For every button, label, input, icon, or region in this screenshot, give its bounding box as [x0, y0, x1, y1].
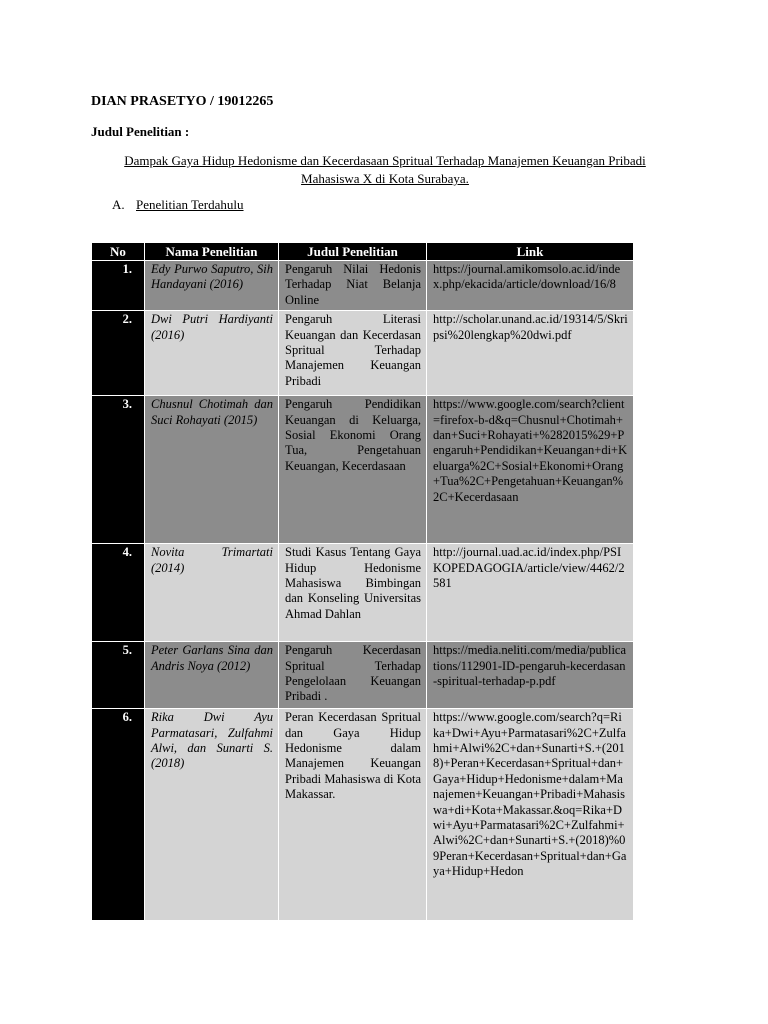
row-link[interactable]: https://media.neliti.com/media/publications/112901-ID-pengaruh-kecerdasan-spiritual-terhadap-p.pdf — [427, 642, 634, 709]
row-judul: Peran Kecerdasan Spritual dan Gaya Hidup Hedonisme dalam Manajemen Keuangan Pribadi Mahasiswa di Kota Makassar. — [279, 709, 427, 921]
row-judul: Pengaruh Kecerdasan Spritual Terhadap Pengelolaan Keuangan Pribadi . — [279, 642, 427, 709]
header-judul: Judul Penelitian — [279, 243, 427, 261]
row-name: Rika Dwi Ayu Parmatasari, Zulfahmi Alwi, dan Sunarti S. (2018) — [145, 709, 279, 921]
research-title — [91, 152, 679, 188]
row-judul: Studi Kasus Tentang Gaya Hidup Hedonisme Mahasiswa Bimbingan dan Konseling Universitas Ahmad Dahlan — [279, 544, 427, 642]
table-row — [92, 709, 634, 921]
header-name: Nama Penelitian — [145, 243, 279, 261]
research-title-line-1: Dampak Gaya Hidup Hedonisme dan Kecerdasaan Spritual Terhadap Manajemen Keuangan Pribadi — [124, 153, 646, 168]
author-name: DIAN PRASETYO / 19012265 — [91, 94, 274, 109]
row-no: 2. — [92, 311, 145, 396]
row-link[interactable]: http://scholar.unand.ac.id/19314/5/Skripsi%20lengkap%20dwi.pdf — [427, 311, 634, 396]
row-link[interactable]: https://www.google.com/search?q=Rika+Dwi+Ayu+Parmatasari%2C+Zulfahmi+Alwi%2C+dan+Sunarti+S.+(2018)+Peran+Kecerdasan+Spritual+dan+Gaya+Hidup+Hedonisme+dalam+Manajemen+Keuangan+Pribadi+Mahasiswa+di+Kota+Makassar.&oq=Rika+Dwi+Ayu+Parmatasari%2C+Zulfahmi+Alwi%2C+dan+Sunarti+S.+(2018)%09Peran+Kecerdasan+Spritual+dan+Gaya+Hidup+Hedon — [427, 709, 634, 921]
table-row — [92, 642, 634, 709]
research-table — [91, 242, 634, 921]
row-no: 3. — [92, 396, 145, 544]
row-name: Novita Trimartati (2014) — [145, 544, 279, 642]
row-name: Dwi Putri Hardiyanti (2016) — [145, 311, 279, 396]
header-no: No — [92, 243, 145, 261]
row-link[interactable]: https://journal.amikomsolo.ac.id/index.php/ekacida/article/download/16/8 — [427, 261, 634, 311]
table-row — [92, 311, 634, 396]
judul-label: Judul Penelitian : — [91, 124, 190, 139]
table-row — [92, 261, 634, 311]
section-heading — [112, 197, 244, 213]
research-title-line-2: Mahasiswa X di Kota Surabaya. — [301, 171, 469, 186]
row-judul: Pengaruh Nilai Hedonis Terhadap Niat Belanja Online — [279, 261, 427, 311]
row-no: 4. — [92, 544, 145, 642]
row-no: 1. — [92, 261, 145, 311]
row-judul: Pengaruh Pendidikan Keuangan di Keluarga, Sosial Ekonomi Orang Tua, Pengetahuan Keuangan, Kecerdasaan — [279, 396, 427, 544]
table-header-row — [92, 243, 634, 261]
section-title: Penelitian Terdahulu — [136, 197, 244, 212]
table-row — [92, 396, 634, 544]
row-name: Peter Garlans Sina dan Andris Noya (2012) — [145, 642, 279, 709]
row-judul: Pengaruh Literasi Keuangan dan Kecerdasan Spritual Terhadap Manajemen Keuangan Pribadi — [279, 311, 427, 396]
row-link[interactable]: http://journal.uad.ac.id/index.php/PSIKOPEDAGOGIA/article/view/4462/2581 — [427, 544, 634, 642]
row-no: 6. — [92, 709, 145, 921]
row-link[interactable]: https://www.google.com/search?client=firefox-b-d&q=Chusnul+Chotimah+dan+Suci+Rohayati+%282015%29+Pengaruh+Pendidikan+Keuangan+di+Keluarga%2C+Sosial+Ekonomi+Orang+Tua%2C+Pengetahuan+Keuangan%2C+Kecerdasaan — [427, 396, 634, 544]
table-row — [92, 544, 634, 642]
row-no: 5. — [92, 642, 145, 709]
header-link: Link — [427, 243, 634, 261]
row-name: Edy Purwo Saputro, Sih Handayani (2016) — [145, 261, 279, 311]
row-name: Chusnul Chotimah dan Suci Rohayati (2015) — [145, 396, 279, 544]
section-letter: A. — [112, 197, 125, 212]
